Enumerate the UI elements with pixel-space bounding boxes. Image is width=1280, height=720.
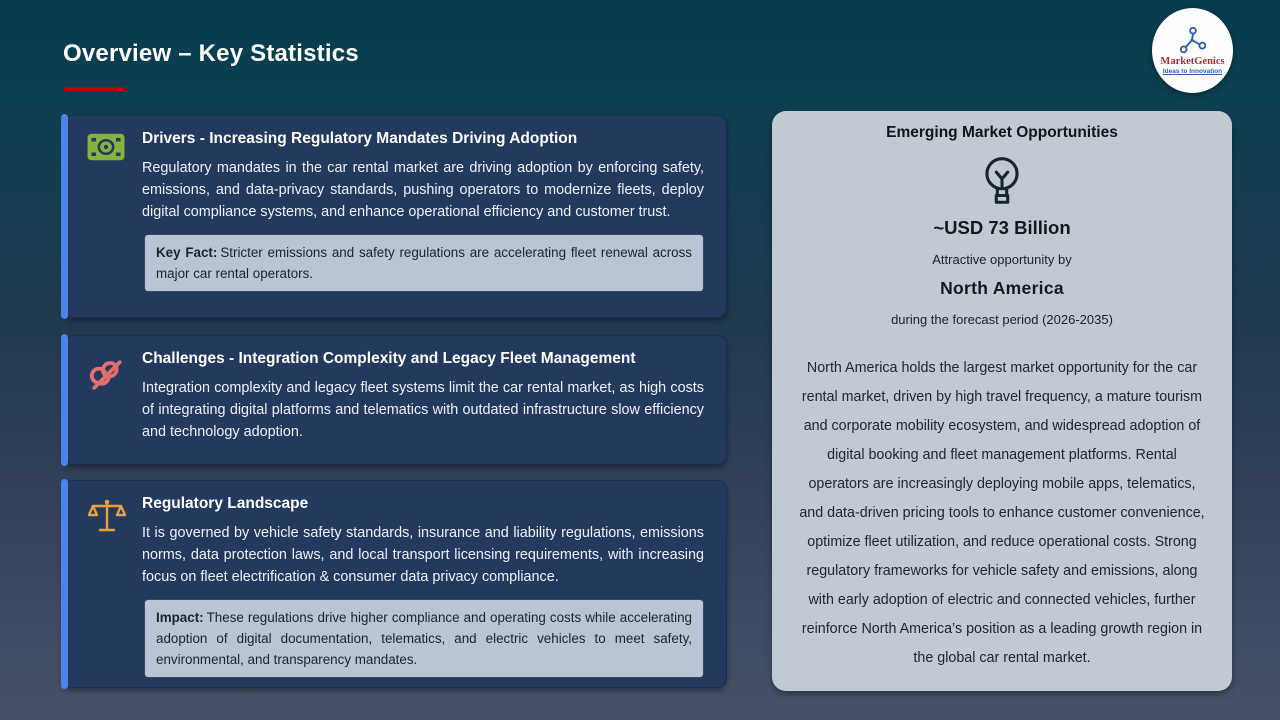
molecule-icon bbox=[1177, 26, 1209, 56]
opportunity-period: during the forecast period (2026-2035) bbox=[891, 312, 1113, 327]
card-challenges-body: Integration complexity and legacy fleet systems limit the car rental market, as high costs of integrating digital platforms and telematics with outdated infrastructure slow efficiency and technology adoption. bbox=[142, 380, 704, 440]
impact-label: Impact: bbox=[156, 610, 204, 625]
opportunity-title: Emerging Market Opportunities bbox=[886, 124, 1118, 141]
key-fact-label: Key Fact: bbox=[156, 245, 218, 260]
card-challenges bbox=[63, 335, 727, 465]
opportunity-subtitle: Attractive opportunity by bbox=[932, 252, 1072, 267]
scales-icon bbox=[87, 498, 127, 538]
impact-box bbox=[144, 599, 704, 678]
broken-link-icon bbox=[87, 355, 127, 395]
key-fact-text: Stricter emissions and safety regulations are accelerating fleet renewal across major car rental operators. bbox=[156, 245, 693, 281]
impact-text: These regulations drive higher compliance and operating costs while accelerating adoption of digital documentation, telematics, and electric vehicles to meet safety, environmental, and transparency mandates. bbox=[156, 610, 692, 667]
card-regulatory-body: It is governed by vehicle safety standards, insurance and liability regulations, emissions norms, data protection laws, and local transport licensing requirements, with increasing focus on fleet electrification & consumer data privacy compliance. bbox=[142, 525, 704, 585]
money-icon bbox=[87, 133, 127, 173]
opportunity-panel bbox=[772, 111, 1232, 691]
marketgenics-logo bbox=[1152, 8, 1233, 93]
logo-brand-text: MarketGenics bbox=[1160, 56, 1225, 67]
card-regulatory bbox=[63, 480, 727, 688]
card-regulatory-title: Regulatory Landscape bbox=[142, 495, 309, 512]
opportunity-value: ~USD 73 Billion bbox=[933, 217, 1071, 238]
card-drivers-title: Drivers - Increasing Regulatory Mandates Driving Adoption bbox=[142, 130, 578, 147]
lightbulb-icon bbox=[798, 152, 1206, 214]
card-challenges-title: Challenges - Integration Complexity and Legacy Fleet Management bbox=[142, 350, 636, 367]
card-drivers bbox=[63, 115, 727, 318]
page-title: Overview – Key Statistics bbox=[63, 40, 359, 67]
opportunity-region: North America bbox=[940, 278, 1064, 298]
logo-tagline-text: Ideas to Innovation bbox=[1162, 68, 1223, 75]
key-fact-box bbox=[144, 234, 704, 292]
title-underline bbox=[64, 87, 126, 91]
card-drivers-body: Regulatory mandates in the car rental market are driving adoption by enforcing safety, emissions, and data-privacy standards, pushing operators to modernize fleets, deploy digital compliance systems, and enhance operational efficiency and customer trust. bbox=[142, 160, 704, 220]
opportunity-description: North America holds the largest market opportunity for the car rental market, driven by high travel frequency, a mature tourism and corporate mobility ecosystem, and widespread adoption of digital booking and fleet management platforms. Rental operators are increasingly deploying mobile apps, telematics, and data-driven pricing tools to enhance customer convenience, optimize fleet utilization, and reduce operational costs. Strong regulatory frameworks for vehicle safety and emissions, along with early adoption of electric and connected vehicles, further reinforce North America’s position as a leading growth region in the global car rental market. bbox=[799, 360, 1205, 666]
